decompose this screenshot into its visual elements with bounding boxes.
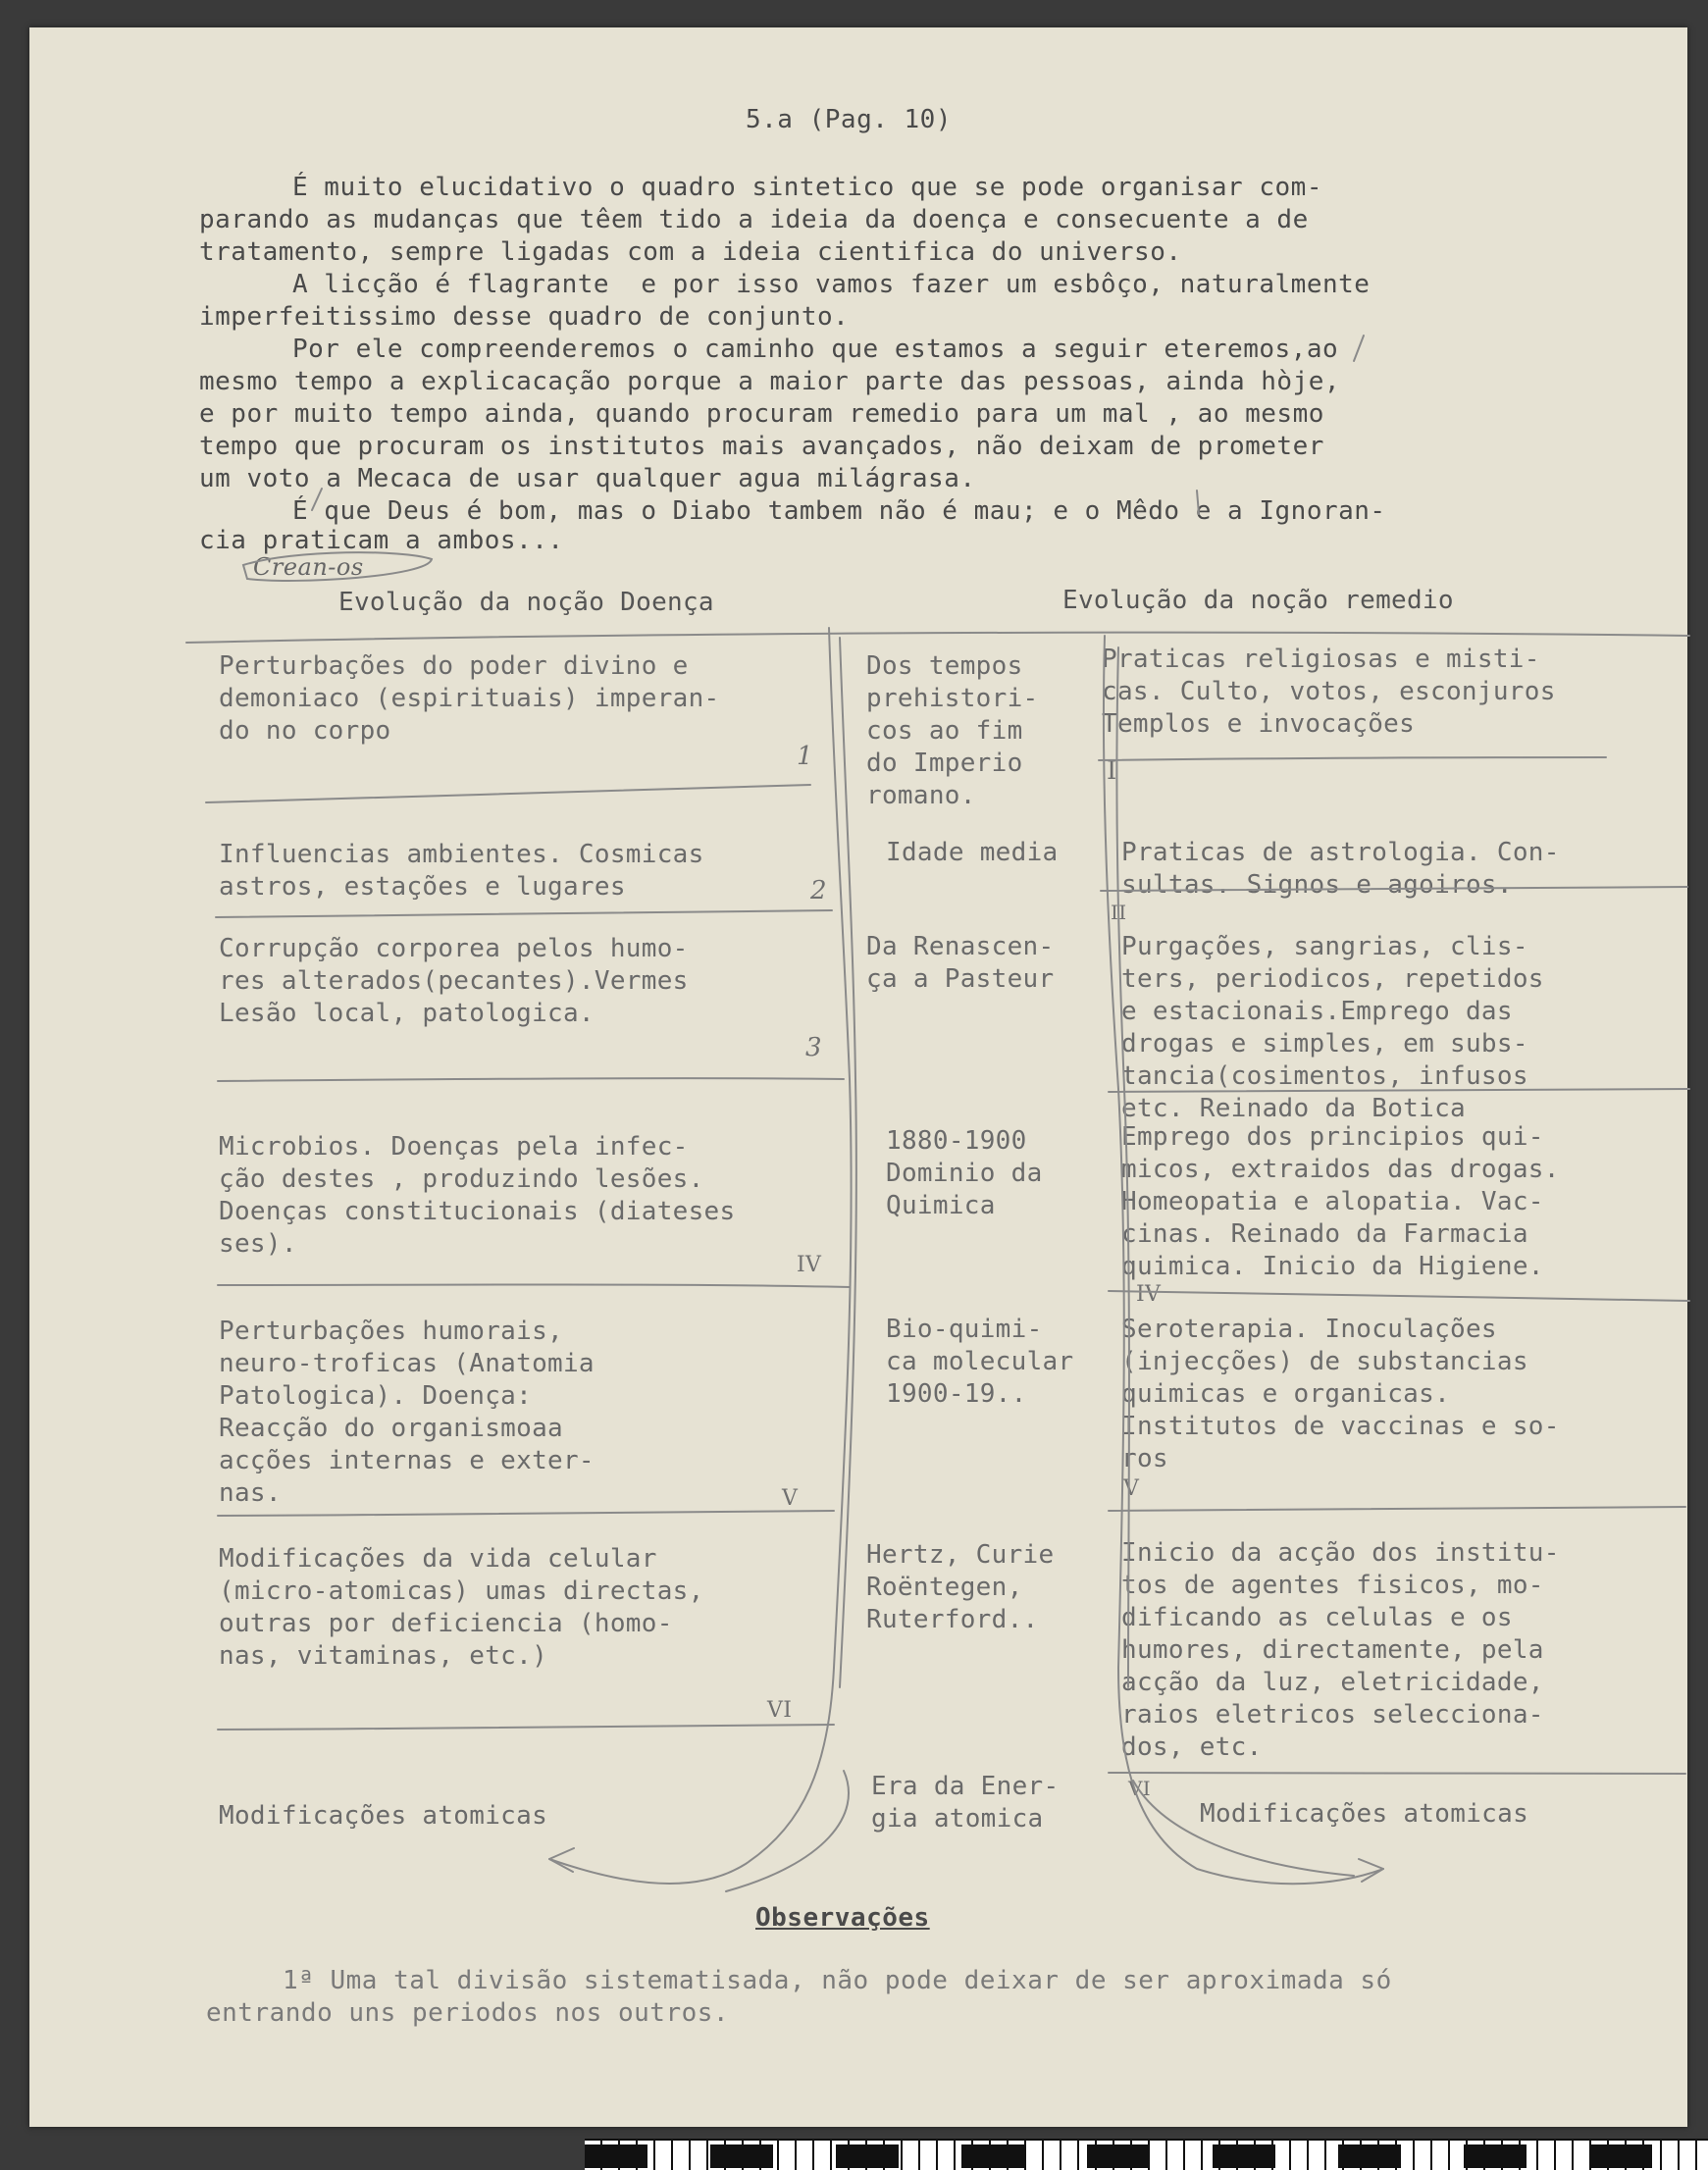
row-1-periodo: Dos tempos prehistori- cos ao fim do Imperio romano. [866, 651, 1039, 810]
row-4-remedio: Emprego dos principios qui- micos, extraidos das drogas. Homeopatia e alopatia. Vac- cinas. Reinado da Farmacia quimica. Inicio da Higiene. [1121, 1122, 1560, 1281]
row-2-number-right: II [1111, 901, 1127, 924]
ruler-segment [1589, 2144, 1652, 2168]
paragraph-line: É muito elucidativo o quadro sintetico que se pode organisar com- [292, 173, 1322, 202]
paragraph-line: cia praticam a ambos... [199, 526, 564, 555]
ruler-segment [710, 2144, 773, 2168]
table-header-remedio: Evolução da noção remedio [1062, 586, 1454, 615]
row-2-periodo: Idade media [886, 838, 1059, 867]
ruler-segment [1464, 2144, 1527, 2168]
ruler-segment [585, 2144, 647, 2168]
paragraph-line: parando as mudanças que têem tido a ideia da doença e consecuente a de [199, 205, 1309, 234]
final-periodo: Era da Ener- gia atomica [871, 1772, 1060, 1834]
row-4-periodo: 1880-1900 Dominio da Quimica [886, 1126, 1043, 1220]
row-6-number-right: VI [1128, 1777, 1151, 1800]
paragraph-line: imperfeitissimo desse quadro de conjunto. [199, 302, 850, 332]
page-header: 5.a (Pag. 10) [746, 105, 952, 134]
row-3-number-left: 3 [805, 1033, 822, 1062]
row-3-remedio: Purgações, sangrias, clis- ters, periodicos, repetidos e estacionais.Emprego das drogas e simples, em subs- tancia(cosimentos, infusos etc. Reinado da Botica [1121, 932, 1544, 1123]
row-1-number-right: I [1107, 756, 1117, 786]
paragraph-line: A licção é flagrante e por isso vamos fazer um esbôço, naturalmente [292, 270, 1371, 299]
row-6-periodo: Hertz, Curie Roëntegen, Ruterford.. [866, 1540, 1055, 1634]
row-5-periodo: Bio-quimi- ca molecular 1900-19.. [886, 1315, 1074, 1409]
observacoes-title: Observações [755, 1903, 930, 1933]
final-doenca: Modificações atomicas [219, 1801, 548, 1831]
paragraph-line: É que Deus é bom, mas o Diabo tambem não é mau; e o Mêdo e a Ignoran- [292, 496, 1386, 526]
paragraph-line: tempo que procuram os institutos mais avançados, não deixam de prometer [199, 432, 1324, 461]
ruler-segment [1338, 2144, 1401, 2168]
paragraph-line: Por ele compreenderemos o caminho que estamos a seguir eteremos,ao [292, 335, 1339, 364]
ruler-segment [1213, 2144, 1275, 2168]
row-3-doenca: Corrupção corporea pelos humo- res alterados(pecantes).Vermes Lesão local, patologica. [219, 934, 689, 1028]
paragraph-line: tratamento, sempre ligadas com a ideia cientifica do universo. [199, 237, 1182, 267]
row-2-doenca: Influencias ambientes. Cosmicas astros, estações e lugares [219, 840, 704, 902]
row-2-remedio: Praticas de astrologia. Con- sultas. Signos e agoiros. [1121, 838, 1560, 900]
ruler-segment [961, 2144, 1024, 2168]
row-4-number-right: IV [1136, 1282, 1162, 1307]
ruler-segment [1087, 2144, 1150, 2168]
row-5-number-left: V [782, 1486, 799, 1511]
table-header-doenca: Evolução da noção Doença [338, 588, 714, 617]
row-5-doenca: Perturbações humorais, neuro-troficas (Anatomia Patologica). Doença: Reacção do organismoaa acções internas e exter- nas. [219, 1317, 595, 1508]
observacoes-line: 1ª Uma tal divisão sistematisada, não pode deixar de ser aproximada só [283, 1966, 1392, 1995]
row-6-number-left: VI [767, 1698, 793, 1723]
row-6-remedio: Inicio da acção dos institu- tos de agentes fisicos, mo- dificando as celulas e os humores, directamente, pela acção da luz, eletricidade, raios eletricos selecciona- dos, etc. [1121, 1538, 1560, 1762]
row-5-number-right: V [1123, 1476, 1140, 1501]
paragraph-line: e por muito tempo ainda, quando procuram remedio para um mal , ao mesmo [199, 399, 1324, 429]
paragraph-line: um voto a Mecaca de usar qualquer agua milágrasa. [199, 464, 976, 493]
ruler-segment [836, 2144, 899, 2168]
row-2-number-left: 2 [810, 876, 827, 905]
row-1-remedio: Praticas religiosas e misti- cas. Culto, votos, esconjuros Templos e invocações [1102, 645, 1556, 739]
row-1-doenca: Perturbações do poder divino e demoniaco (espirituais) imperan- do no corpo [219, 651, 720, 746]
row-3-periodo: Da Renascen- ça a Pasteur [866, 932, 1055, 994]
paragraph-line: mesmo tempo a explicacação porque a maior parte das pessoas, ainda hòje, [199, 367, 1341, 396]
row-5-remedio: Seroterapia. Inoculações (injecções) de substancias quimicas e organicas. Institutos de vaccinas e so- ros [1121, 1315, 1560, 1473]
row-4-doenca: Microbios. Doenças pela infec- ção destes , produzindo lesões. Doenças constitucionais (diateses ses). [219, 1132, 736, 1259]
row-1-number-left: 1 [797, 742, 813, 771]
row-4-number-left: IV [797, 1253, 822, 1277]
handwritten-note: Crean-os [253, 553, 364, 581]
final-remedio: Modificações atomicas [1200, 1799, 1529, 1829]
row-6-doenca: Modificações da vida celular (micro-atomicas) umas directas, outras por deficiencia (homo- nas, vitaminas, etc.) [219, 1544, 704, 1671]
observacoes-line: entrando uns periodos nos outros. [206, 1998, 730, 2028]
